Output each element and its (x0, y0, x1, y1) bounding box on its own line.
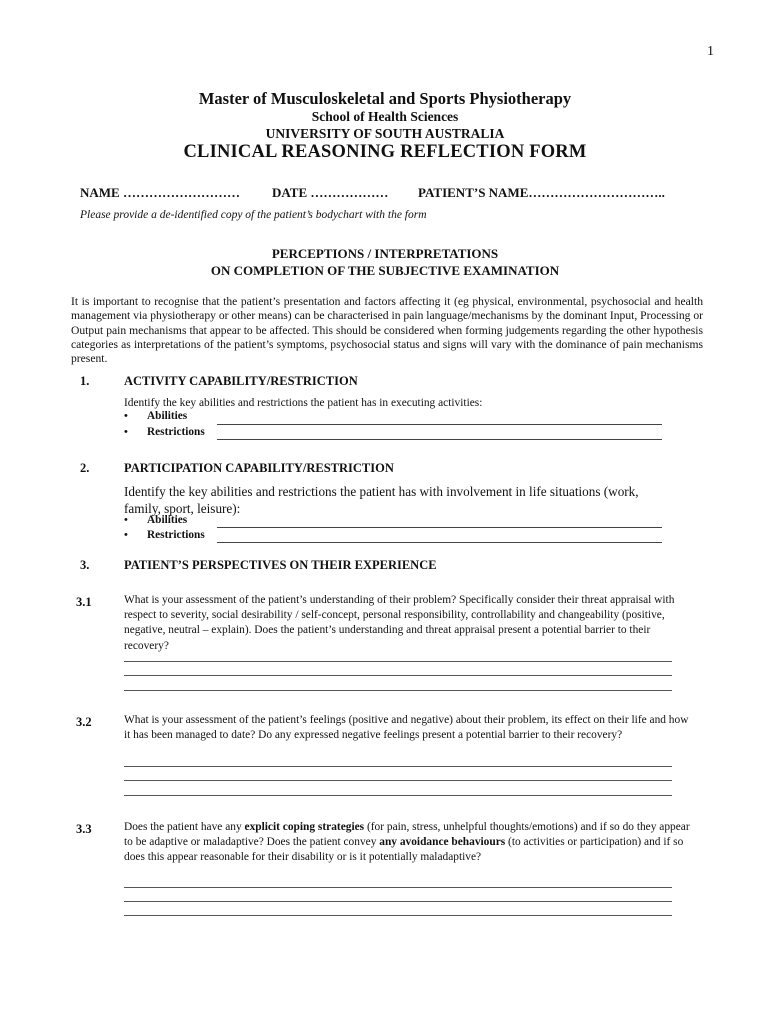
coping-strategies-emphasis: explicit coping strategies (244, 821, 365, 833)
section-1-title: ACTIVITY CAPABILITY/RESTRICTION (124, 374, 358, 388)
university-name: UNIVERSITY OF SOUTH AUSTRALIA (265, 126, 505, 141)
answer-line[interactable] (124, 690, 672, 691)
question-3-3-text-b: (for pain, stress, unhelpful thoughts/emotions) and if so do they appear to be adaptive or maladaptive? Does the patient convey (124, 821, 690, 849)
section-1-abilities (124, 410, 217, 422)
section-2-number: 2. (80, 461, 90, 475)
question-3-1-text: What is your assessment of the patient’s understanding of their problem? Specifically consider their threat appraisal with respect to severity, social desirability / self-concept, personal responsibility, controllability and changeability (positive, negative, neutral – explain). Does the patient’s understanding and threat appraisal present a potential barrier to their recovery? (124, 594, 675, 652)
answer-line[interactable] (124, 887, 672, 888)
bullet-icon: • (124, 410, 128, 422)
question-3-3-text-c: (to activities or participation) and if so does this appear reasonable for their disability or is it potentially maladaptive? (124, 836, 684, 864)
answer-line[interactable] (124, 661, 672, 662)
answer-line[interactable] (124, 915, 672, 916)
avoidance-behaviours-emphasis: any avoidance behaviours (379, 836, 506, 849)
restrictions-label: Restrictions (147, 529, 205, 541)
section-heading-line1: PERCEPTIONS / INTERPRETATIONS (271, 246, 499, 261)
section-1-restrictions (124, 426, 217, 438)
abilities-label: Abilities (147, 410, 188, 422)
form-title: CLINICAL REASONING REFLECTION FORM (183, 142, 587, 162)
section-2-title: PARTICIPATION CAPABILITY/RESTRICTION (124, 461, 394, 475)
identification-fields (80, 185, 665, 201)
section-2-prompt: Identify the key abilities and restrictions the patient has with involvement in life situations (work, family, sport, leisure): (124, 484, 639, 516)
date-field[interactable]: DATE ……………… (272, 185, 389, 200)
section-2-restrictions (124, 529, 217, 541)
bullet-icon: • (124, 514, 128, 526)
question-3-2-text: What is your assessment of the patient’s feelings (positive and negative) about their problem, its effect on their life and how it has been managed to date? Do any expressed negative feelings present a potential barrier to their recovery? (124, 714, 689, 742)
question-3-1-number: 3.1 (76, 595, 92, 609)
name-field[interactable]: NAME ……………………… (80, 185, 240, 200)
section-1-abilities-line[interactable] (217, 424, 662, 425)
section-2-restrictions-line[interactable] (217, 542, 662, 543)
school-name: School of Health Sciences (311, 109, 459, 124)
question-3-3-number: 3.3 (76, 822, 92, 836)
restrictions-label: Restrictions (147, 426, 205, 438)
section-2-abilities (124, 514, 217, 526)
patient-name-field[interactable]: PATIENT’S NAME………………………….. (418, 185, 665, 200)
answer-line[interactable] (124, 766, 672, 767)
bullet-icon: • (124, 529, 128, 541)
page-number: 1 (707, 44, 714, 59)
section-3-number: 3. (80, 558, 90, 572)
bullet-icon: • (124, 426, 128, 438)
section-1-prompt: Identify the key abilities and restrictions the patient has in executing activities: (124, 397, 483, 409)
program-title: Master of Musculoskeletal and Sports Physiotherapy (198, 89, 572, 108)
answer-line[interactable] (124, 675, 672, 676)
answer-line[interactable] (124, 795, 672, 796)
answer-line[interactable] (124, 780, 672, 781)
bodychart-instruction: Please provide a de-identified copy of the patient’s bodychart with the form (80, 209, 427, 221)
intro-paragraph: It is important to recognise that the patient’s presentation and factors affecting it (eg physical, environmental, psychosocial and health management via physiotherapy or other means) can be characterised in pain language/mechanisms by the dominant Input, Processing or Output pain mechanisms that appear to be affected. This should be considered when forming judgements regarding the other hypothesis categories as interpretations of the patient’s symptoms, psychosocial status and signs will vary with the dominance of pain mechanisms present. (71, 295, 703, 366)
section-3-title: PATIENT’S PERSPECTIVES ON THEIR EXPERIENCE (124, 558, 437, 572)
abilities-label: Abilities (147, 514, 188, 526)
question-3-3-text (124, 820, 690, 866)
answer-line[interactable] (124, 901, 672, 902)
section-2-abilities-line[interactable] (217, 527, 662, 528)
section-1-number: 1. (80, 374, 90, 388)
section-heading-line2: ON COMPLETION OF THE SUBJECTIVE EXAMINATION (210, 263, 560, 278)
section-1-restrictions-line[interactable] (217, 439, 662, 440)
question-3-3-text-a: Does the patient have any (124, 821, 245, 833)
question-3-2-number: 3.2 (76, 715, 92, 729)
